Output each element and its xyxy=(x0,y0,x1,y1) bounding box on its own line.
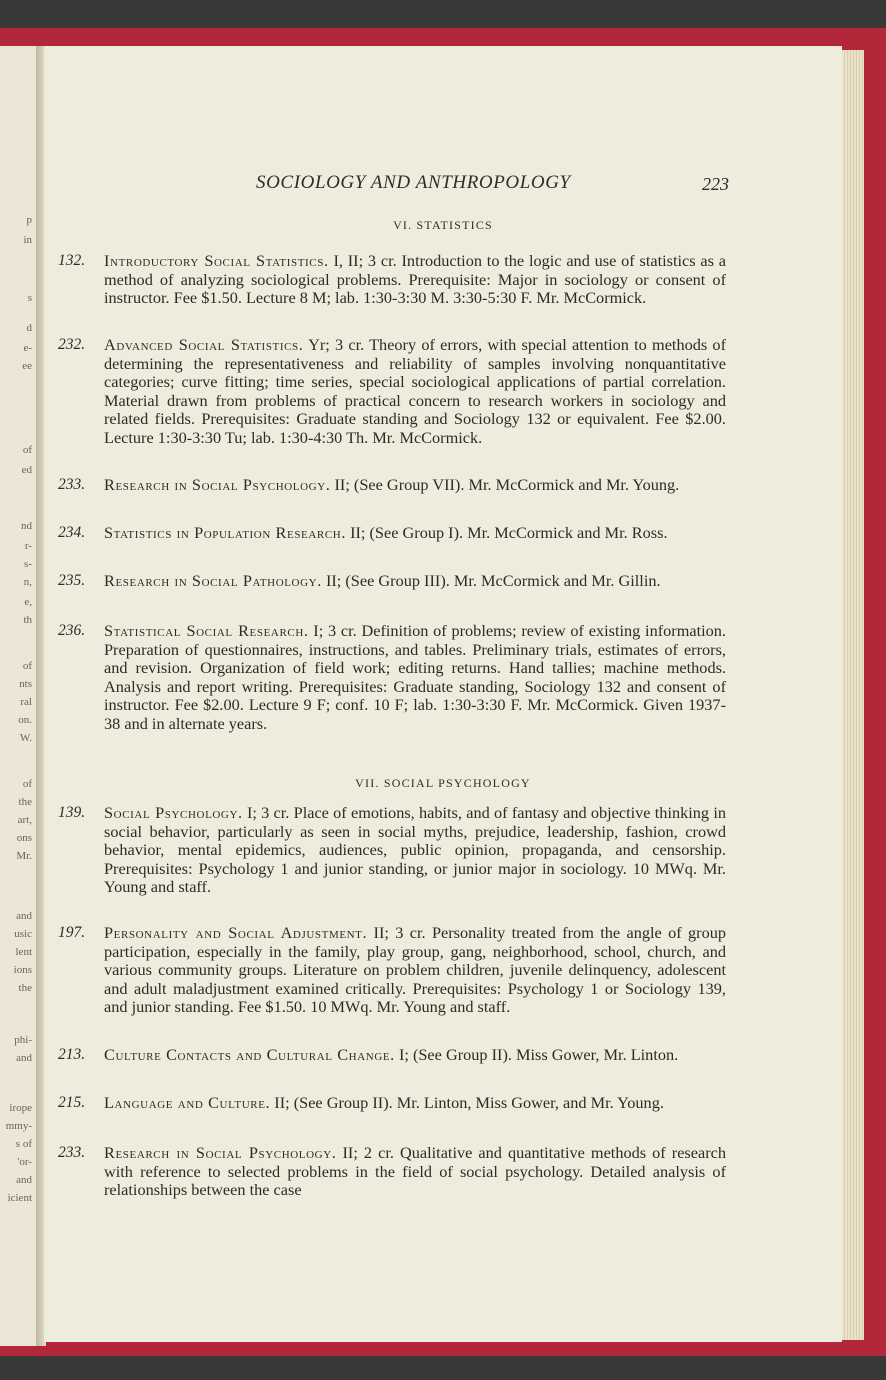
left-page-fragment: of xyxy=(22,444,32,456)
course-description xyxy=(104,1144,726,1200)
course-description xyxy=(104,572,726,591)
left-page-fragment: s of xyxy=(15,1138,32,1150)
left-page-fragment: W. xyxy=(19,732,32,744)
course-details: II; (See Group I). Mr. McCormick and Mr. Ross. xyxy=(350,523,668,542)
left-page-fragment: of xyxy=(22,660,32,672)
left-page-fragment: s- xyxy=(24,558,32,570)
section-heading: VI. STATISTICS xyxy=(393,218,493,232)
left-page-fragment: ed xyxy=(21,464,32,476)
course-number: 215. xyxy=(58,1094,86,1111)
left-page-fragment: ions xyxy=(13,964,32,976)
left-page-fragment: and xyxy=(16,1052,32,1064)
left-page-fragment: s xyxy=(27,292,32,304)
course-title: Introductory Social Statistics. xyxy=(104,251,329,270)
course-details: I; 3 cr. Place of emotions, habits, and of fantasy and objective thinking in social behavior, particularly as seen in social myths, prejudice, leadership, fashion, crowd behavior, mental epidemics, audiences, public opinion, propaganda, and censorship. Prerequisites: Psychology 1 and junior standing, or junior major in sociology. 10 MWq. Mr. Young and staff. xyxy=(104,803,726,896)
left-page-fragment: r- xyxy=(24,540,32,552)
left-page-fragment: mmy- xyxy=(5,1120,32,1132)
left-page-fragment: irope xyxy=(9,1102,32,1114)
left-page-fragment: e, xyxy=(24,596,32,608)
left-page-fragment: usic xyxy=(14,928,32,940)
course-details: I; 3 cr. Definition of problems; review of existing information. Preparation of questionnaires, instructions, and tables. Preliminary trials, estimates of errors, and revision. Organization of field work; editing returns. Hand tallies; machine methods. Analysis and report writing. Prerequisites: Graduate standing, Sociology 132 and consent of instructor. Fee $2.00. Lecture 9 F; conf. 10 F; lab. 1:30-3:30 F. Mr. McCormick. Given 1937-38 and in alternate years. xyxy=(104,621,726,733)
left-page-fragment: e- xyxy=(23,342,32,354)
course-description xyxy=(104,1094,726,1113)
course-title: Personality and Social Adjustment. xyxy=(104,923,368,942)
course-description xyxy=(104,924,726,1017)
course-description xyxy=(104,1046,726,1065)
course-number: 213. xyxy=(58,1046,86,1063)
left-page-fragment: n, xyxy=(23,576,32,588)
left-page-edge xyxy=(0,46,38,1346)
course-description xyxy=(104,336,726,447)
course-number: 232. xyxy=(58,336,86,353)
course-details: II; (See Group III). Mr. McCormick and Mr. Gillin. xyxy=(325,571,661,590)
course-number: 233. xyxy=(58,476,86,493)
left-page-fragment: th xyxy=(23,614,32,626)
course-entry xyxy=(58,621,726,733)
left-page-fragment: icient xyxy=(7,1192,32,1204)
course-entry xyxy=(58,923,726,1017)
left-page-fragment: and xyxy=(16,910,32,922)
left-page-fragment: Mr. xyxy=(16,850,32,862)
course-entry xyxy=(58,523,726,543)
course-description xyxy=(104,804,726,897)
left-page-fragment: of xyxy=(22,778,32,790)
course-title: Statistical Social Research. xyxy=(104,621,309,640)
course-details: II; 2 cr. Qualitative and quantitative methods of research with reference to selected problems in the field of social psychology. Detailed analysis of relationships between the case xyxy=(104,1143,726,1199)
course-number: 197. xyxy=(58,924,86,941)
course-details: I; (See Group II). Miss Gower, Mr. Linton. xyxy=(398,1045,679,1064)
course-entry xyxy=(58,1045,726,1065)
left-page-fragment: art, xyxy=(17,814,32,826)
course-number: 233. xyxy=(58,1144,86,1161)
course-description xyxy=(104,252,726,308)
section-heading: VII. SOCIAL PSYCHOLOGY xyxy=(355,776,531,790)
page-header xyxy=(44,172,842,200)
course-details: II; 3 cr. Personality treated from the angle of group participation, especially in the family, play group, gang, neighborhood, school, church, and various community groups. Literature on problem children, juvenile delinquency, adolescent and adult maladjustment examined critically. Prerequisites: Psychology 1 or Sociology 139, and junior standing. Fee $1.50. 10 MWq. Mr. Young and staff. xyxy=(104,923,726,1016)
book-page xyxy=(44,46,842,1342)
course-description xyxy=(104,476,726,495)
course-title: Research in Social Pathology. xyxy=(104,571,322,590)
course-title: Research in Social Psychology. xyxy=(104,475,331,494)
course-title: Culture Contacts and Cultural Change. xyxy=(104,1045,395,1064)
course-entry xyxy=(58,251,727,308)
left-page-fragment: nts xyxy=(19,678,32,690)
course-description xyxy=(104,524,726,543)
page-edges xyxy=(842,50,864,1340)
course-entry xyxy=(58,475,726,495)
course-details: I, II; 3 cr. Introduction to the logic and use of statistics as a method of analyzing sociological problems. Prerequisite: Major in sociology or consent of instructor. Fee $1.50. Lecture 8 M; lab. 1:30-3:30 M. 3:30-5:30 F. Mr. McCormick. xyxy=(104,251,727,307)
course-details: II; (See Group II). Mr. Linton, Miss Gower, and Mr. Young. xyxy=(274,1093,664,1112)
course-title: Advanced Social Statistics. xyxy=(104,335,304,354)
page-number: 223 xyxy=(702,174,729,194)
left-page-fragment: the xyxy=(18,982,32,994)
course-number: 139. xyxy=(58,804,86,821)
course-title: Research in Social Psychology. xyxy=(104,1143,337,1162)
course-number: 234. xyxy=(58,524,86,541)
course-number: 132. xyxy=(58,252,86,269)
running-head: SOCIOLOGY AND ANTHROPOLOGY xyxy=(256,172,571,193)
left-page-fragment: on. xyxy=(18,714,32,726)
left-page-fragment: the xyxy=(18,796,32,808)
course-title: Social Psychology. xyxy=(104,803,243,822)
course-number: 236. xyxy=(58,622,86,639)
course-entry xyxy=(58,1093,726,1113)
course-title: Statistics in Population Research. xyxy=(104,523,346,542)
left-page-fragment: phi- xyxy=(14,1034,32,1046)
course-entry xyxy=(58,803,726,897)
course-description xyxy=(104,622,726,733)
left-page-fragment: ons xyxy=(16,832,32,844)
left-page-fragment: nd xyxy=(21,520,32,532)
left-page-fragment: lent xyxy=(15,946,32,958)
left-page-fragment: p xyxy=(26,214,32,226)
course-entry xyxy=(58,571,726,591)
course-number: 235. xyxy=(58,572,86,589)
course-entry xyxy=(58,1143,726,1200)
left-page-fragment: ral xyxy=(20,696,32,708)
course-details: Yr; 3 cr. Theory of errors, with special attention to methods of determining the representativeness and reliability of samples involving nonquantitative categories; curve fitting; time series, special sociological applications of partial correlation. Material drawn from problems of practical concern to research workers in sociology and related fields. Prerequisites: Graduate standing and Sociology 132 or equivalent. Fee $2.00. Lecture 1:30-3:30 Tu; lab. 1:30-4:30 Th. Mr. McCormick. xyxy=(104,335,726,447)
left-page-fragment: 'or- xyxy=(17,1156,32,1168)
course-title: Language and Culture. xyxy=(104,1093,271,1112)
left-page-fragment: d xyxy=(26,322,32,334)
course-entry xyxy=(58,335,726,447)
left-page-fragment: in xyxy=(23,234,32,246)
left-page-fragment: ee xyxy=(22,360,32,372)
course-details: II; (See Group VII). Mr. McCormick and Mr. Young. xyxy=(334,475,680,494)
left-page-fragment: and xyxy=(16,1174,32,1186)
